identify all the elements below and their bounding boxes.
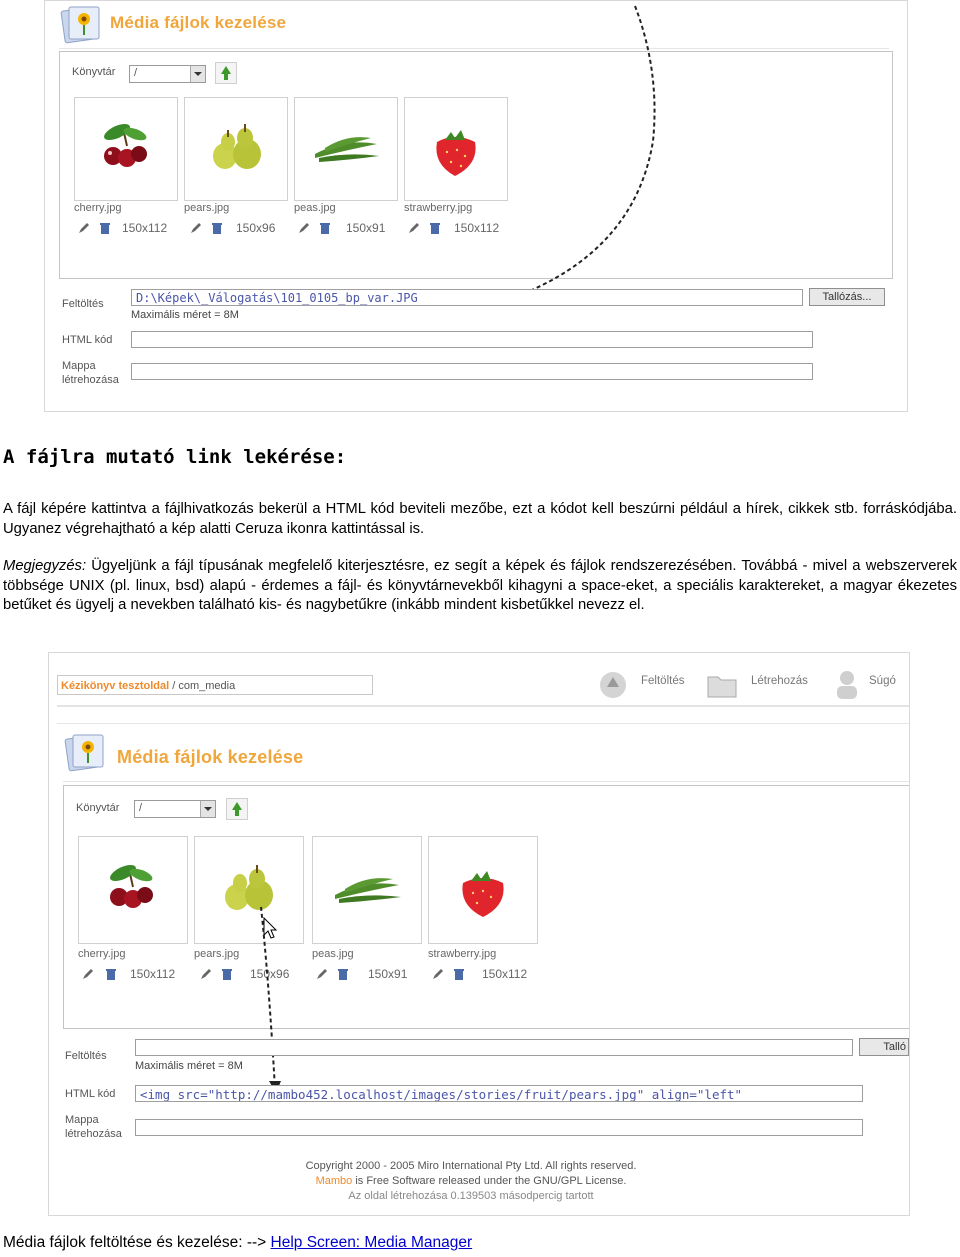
up-directory-button[interactable] (226, 798, 248, 820)
create-folder-input[interactable] (135, 1119, 863, 1136)
directory-label: Könyvtár (76, 802, 120, 814)
file-name: peas.jpg (312, 948, 354, 960)
file-name: pears.jpg (184, 202, 230, 214)
html-code-input[interactable]: <img src="http://mambo452.localhost/images/stories/fruit/pears.jpg" align="left" (135, 1085, 863, 1102)
upload-label: Feltöltés (65, 1050, 107, 1062)
trash-icon[interactable] (106, 968, 116, 980)
cherry-image (75, 98, 177, 200)
help-screen-link[interactable]: Help Screen: Media Manager (270, 1234, 473, 1251)
file-dims: 150x112 (482, 967, 528, 981)
pencil-icon[interactable] (432, 968, 444, 980)
paragraph-note (3, 557, 957, 616)
create-folder-label-2: létrehozása (62, 374, 119, 386)
cherry-image (79, 837, 187, 943)
pencil-icon[interactable] (190, 222, 202, 234)
strawberry-image (429, 837, 537, 943)
dashed-arrow (239, 903, 299, 1095)
file-dims: 150x96 (236, 221, 276, 235)
trash-icon[interactable] (100, 222, 110, 234)
browse-button[interactable]: Talló (859, 1038, 909, 1056)
copyright-line-3: Az oldal létrehozása 0.139503 másodpercig tartott (348, 1190, 594, 1202)
toolbar-divider-2 (57, 723, 909, 724)
trash-icon[interactable] (212, 222, 222, 234)
peas-image (295, 98, 397, 200)
file-name: cherry.jpg (78, 948, 126, 960)
paragraph-1: A fájl képére kattintva a fájlhivatkozás bekerül a HTML kód beviteli mezőbe, ezt a kódot kell beszúrni például a hírek, cikkek stb. forráskódjába. Ugyanez végrehajtható a kép alatti Ceruza ikonra kattintással is. (3, 501, 957, 537)
peas-image (313, 837, 421, 943)
toolbar-divider (57, 705, 909, 707)
toolbar-upload[interactable]: Feltöltés (641, 675, 685, 687)
file-name: cherry.jpg (74, 202, 122, 214)
directory-select[interactable] (134, 800, 216, 818)
copyright-line-2-text: is Free Software released under the GNU/GPL License. (352, 1175, 627, 1187)
file-dims: 150x112 (454, 221, 500, 235)
thumb-peas[interactable] (294, 97, 398, 201)
section-heading: A fájlra mutató link lekérése: (3, 446, 347, 468)
create-folder-label: Mappa (65, 1114, 99, 1126)
trash-icon[interactable] (454, 968, 464, 980)
thumb-strawberry[interactable] (428, 836, 538, 944)
pencil-icon[interactable] (82, 968, 94, 980)
breadcrumb-path: / com_media (169, 680, 236, 692)
thumb-cherry[interactable] (78, 836, 188, 944)
chevron-down-icon (200, 801, 215, 817)
directory-value: / (134, 67, 138, 79)
file-name: strawberry.jpg (404, 202, 473, 214)
help-icon[interactable] (831, 667, 865, 701)
folder-icon[interactable] (705, 667, 739, 701)
pencil-icon[interactable] (78, 222, 90, 234)
file-dims: 150x112 (122, 221, 168, 235)
toolbar-help[interactable]: Súgó (869, 675, 896, 687)
mambo-link[interactable]: Mambo (315, 1175, 353, 1187)
up-directory-button[interactable] (215, 62, 237, 84)
upload-label: Feltöltés (62, 298, 104, 310)
html-code-label: HTML kód (62, 334, 113, 346)
media-manager-title: Média fájlok kezelése (117, 747, 304, 767)
media-manager-icon (59, 3, 105, 45)
thumb-pears[interactable] (184, 97, 288, 201)
file-name: strawberry.jpg (428, 948, 497, 960)
trash-icon[interactable] (222, 968, 232, 980)
screenshot-media-manager-html-code (48, 652, 910, 1216)
file-dims: 150x91 (346, 221, 386, 235)
upload-icon[interactable] (597, 667, 631, 701)
upload-file-input[interactable] (135, 1039, 853, 1056)
directory-select[interactable] (129, 65, 206, 83)
directory-value: / (139, 802, 143, 814)
create-folder-input[interactable] (131, 363, 813, 380)
file-name: peas.jpg (294, 202, 336, 214)
max-size-note: Maximális méret = 8M (131, 309, 239, 321)
media-panel (63, 785, 910, 1029)
media-manager-title: Média fájlok kezelése (110, 13, 287, 32)
html-code-label: HTML kód (65, 1088, 116, 1100)
trash-icon[interactable] (320, 222, 330, 234)
pencil-icon[interactable] (316, 968, 328, 980)
create-folder-label: Mappa (62, 360, 96, 372)
media-manager-icon (63, 731, 109, 773)
file-dims: 150x112 (130, 967, 176, 981)
create-folder-label-2: létrehozása (65, 1128, 122, 1140)
trash-icon[interactable] (430, 222, 440, 234)
thumb-cherry[interactable] (74, 97, 178, 201)
pears-image (185, 98, 287, 200)
title-divider (59, 48, 889, 49)
footer-line (3, 1234, 472, 1252)
max-size-note: Maximális méret = 8M (135, 1060, 243, 1072)
note-label: Megjegyzés: (3, 558, 87, 574)
file-name: pears.jpg (194, 948, 240, 960)
note-text: Ügyeljünk a fájl típusának megfelelő kiterjesztésre, ez segít a képek és fájlok rendszerezésében. Továbbá - mivel a webszerverek többsége UNIX (pl. linux, bsd) alapú - érdemes a fájl- és könyvtárnevekből kihagyni a space-eket, a speciális karaktereket, a magyar ékezetes betűket és ügyelj a nevekben található kis- és nagybetűkre (inkább mindent kisbetűkkel nevezz el. (3, 558, 957, 613)
file-dims: 150x91 (368, 967, 408, 981)
toolbar-create[interactable]: Létrehozás (751, 675, 808, 687)
thumb-peas[interactable] (312, 836, 422, 944)
pencil-icon[interactable] (298, 222, 310, 234)
pencil-icon[interactable] (200, 968, 212, 980)
dashed-arrow (485, 1, 665, 306)
directory-label: Könyvtár (72, 66, 116, 78)
title-divider (63, 781, 909, 782)
browse-button[interactable]: Tallózás... (809, 288, 885, 306)
media-panel (59, 51, 893, 279)
footer-text: Média fájlok feltöltése és kezelése: --> (3, 1234, 271, 1251)
trash-icon[interactable] (338, 968, 348, 980)
breadcrumb (57, 675, 373, 695)
chevron-down-icon (190, 66, 205, 82)
pencil-icon[interactable] (408, 222, 420, 234)
copyright-line-1: Copyright 2000 - 2005 Miro International Pty Ltd. All rights reserved. (305, 1160, 637, 1172)
screenshot-media-manager-upload (44, 0, 908, 412)
copyright-line-2 (271, 1175, 671, 1187)
breadcrumb-site[interactable]: Kézikönyv tesztoldal (61, 680, 170, 692)
file-dims: 150x96 (250, 967, 290, 981)
html-code-input[interactable] (131, 331, 813, 348)
upload-file-input[interactable]: D:\Képek\_Válogatás\101_0105_bp_var.JPG (131, 289, 803, 306)
